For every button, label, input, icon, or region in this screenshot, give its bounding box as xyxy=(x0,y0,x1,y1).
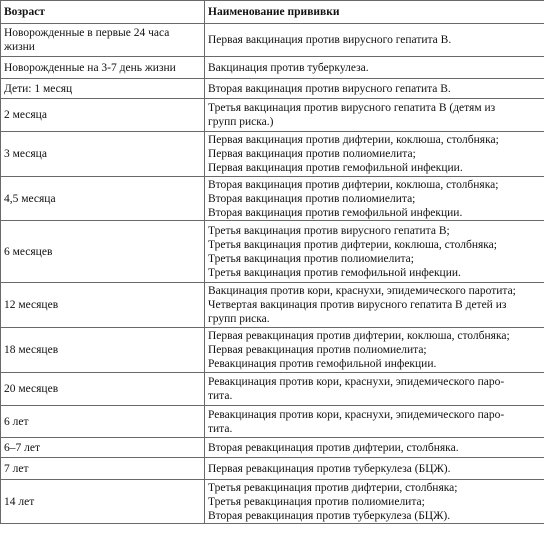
vaccination-text-line: Вакцинация против туберкулеза. xyxy=(208,61,369,74)
vaccination-cell xyxy=(205,406,544,438)
vaccination-text-line: Вторая ревакцинация против туберкулеза (БЦЖ). xyxy=(208,509,451,522)
age-cell xyxy=(1,328,205,373)
vaccination-cell xyxy=(205,79,544,99)
vaccination-text-line: Третья вакцинация против дифтерии, коклюша, столбняка; xyxy=(208,238,497,251)
table-row xyxy=(1,79,544,99)
table-row xyxy=(1,132,544,177)
vaccination-cell xyxy=(205,24,544,57)
vaccination-text-line: Третья вакцинация против вирусного гепатита В (детям из xyxy=(208,102,496,114)
vaccination-text-line: Третья ревакцинация против дифтерии, столбняка; xyxy=(208,481,458,494)
age-cell xyxy=(1,132,205,177)
vaccination-text-line: Вторая вакцинация против гемофильной инфекции. xyxy=(208,206,463,219)
table-row xyxy=(1,177,544,221)
age-text-line: 6–7 лет xyxy=(4,441,40,454)
vaccination-cell xyxy=(205,221,544,283)
table-row xyxy=(1,221,544,283)
age-text-line: Дети: 1 месяц xyxy=(4,82,73,95)
table-row xyxy=(1,57,544,79)
table-row xyxy=(1,458,544,480)
header-age: Возраст xyxy=(1,1,205,24)
age-cell xyxy=(1,480,205,524)
age-cell xyxy=(1,406,205,438)
table-row xyxy=(1,283,544,328)
vaccination-text-line: групп риска. xyxy=(208,313,270,325)
age-cell xyxy=(1,458,205,480)
table-row xyxy=(1,373,544,406)
table-row xyxy=(1,480,544,524)
age-cell xyxy=(1,99,205,132)
age-text-line: 18 месяцев xyxy=(4,344,59,356)
table-row xyxy=(1,328,544,373)
table-row xyxy=(1,99,544,132)
table-row xyxy=(1,406,544,438)
header-vaccination-name: Наименование прививки xyxy=(205,1,544,24)
vaccination-cell xyxy=(205,99,544,132)
age-text-line: 4,5 месяца xyxy=(4,192,56,205)
table-row xyxy=(1,438,544,458)
vaccination-text-line: Вторая ревакцинация против дифтерии, столбняка. xyxy=(208,441,459,454)
header-row xyxy=(1,1,544,24)
age-text-line: 2 месяца xyxy=(4,109,47,121)
age-cell xyxy=(1,438,205,458)
vaccination-text-line: Четвертая вакцинация против вирусного гепатита В детей из xyxy=(208,299,507,311)
age-cell xyxy=(1,373,205,406)
age-cell xyxy=(1,57,205,79)
vaccination-text-line: Третья вакцинация против полиомиелита; xyxy=(208,252,414,265)
age-text-line: жизни xyxy=(4,41,35,53)
vaccination-text-line: Первая вакцинация против дифтерии, коклюша, столбняка; xyxy=(208,134,499,146)
vaccination-text-line: Первая вакцинация против гемофильной инфекции. xyxy=(208,162,463,174)
vaccination-text-line: групп риска.) xyxy=(208,116,274,128)
vaccination-cell xyxy=(205,283,544,328)
vaccination-text-line: Третья ревакцинация против полиомиелита; xyxy=(208,495,425,508)
vaccination-text-line: Третья вакцинация против гемофильной инфекции. xyxy=(208,266,461,279)
age-text-line: Новорожденные на 3-7 день жизни xyxy=(4,61,176,74)
vaccination-text-line: Первая вакцинация против полиомиелита; xyxy=(208,148,416,160)
age-text-line: 14 лет xyxy=(4,495,35,508)
age-text-line: 12 месяцев xyxy=(4,299,59,311)
vaccination-cell xyxy=(205,373,544,406)
table-row xyxy=(1,24,544,57)
vaccination-text-line: тита. xyxy=(208,422,233,435)
vaccination-text-line: Вторая вакцинация против дифтерии, коклюша, столбняка; xyxy=(208,178,499,191)
age-text-line: 6 лет xyxy=(4,415,29,428)
age-cell xyxy=(1,283,205,328)
vaccination-cell xyxy=(205,328,544,373)
age-cell xyxy=(1,79,205,99)
vaccination-text-line: Ревакцинация против кори, краснухи, эпидемического паро- xyxy=(208,408,505,421)
age-cell xyxy=(1,177,205,221)
vaccination-text-line: Вакцинация против кори, краснухи, эпидемического паротита; xyxy=(208,285,516,297)
age-text-line: Новорожденные в первые 24 часа xyxy=(4,27,170,39)
age-text-line: 20 месяцев xyxy=(4,383,59,395)
vaccination-text-line: Первая вакцинация против вирусного гепатита В. xyxy=(208,34,452,46)
age-cell xyxy=(1,221,205,283)
vaccination-text-line: тита. xyxy=(208,390,233,402)
vaccination-cell xyxy=(205,480,544,524)
age-cell xyxy=(1,24,205,57)
vaccination-text-line: Вторая вакцинация против полиомиелита; xyxy=(208,192,416,205)
vaccination-text-line: Ревакцинация против кори, краснухи, эпидемического паро- xyxy=(208,376,505,388)
vaccination-cell xyxy=(205,438,544,458)
age-text-line: 7 лет xyxy=(4,462,29,475)
vaccination-text-line: Первая ревакцинация против туберкулеза (БЦЖ). xyxy=(208,462,451,475)
vaccination-cell xyxy=(205,57,544,79)
age-text-line: 6 месяцев xyxy=(4,245,53,258)
vaccination-text-line: Ревакцинация против гемофильной инфекции. xyxy=(208,358,437,370)
age-text-line: 3 месяца xyxy=(4,148,47,160)
vaccination-text-line: Третья вакцинация против вирусного гепатита В; xyxy=(208,224,450,237)
vaccination-cell xyxy=(205,132,544,177)
vaccination-cell xyxy=(205,458,544,480)
vaccination-cell xyxy=(205,177,544,221)
vaccination-text-line: Первая ревакцинация против полиомиелита; xyxy=(208,344,427,356)
vaccination-text-line: Вторая вакцинация против вирусного гепатита В. xyxy=(208,82,451,95)
vaccination-text-line: Первая ревакцинация против дифтерии, коклюша, столбняка; xyxy=(208,330,510,342)
